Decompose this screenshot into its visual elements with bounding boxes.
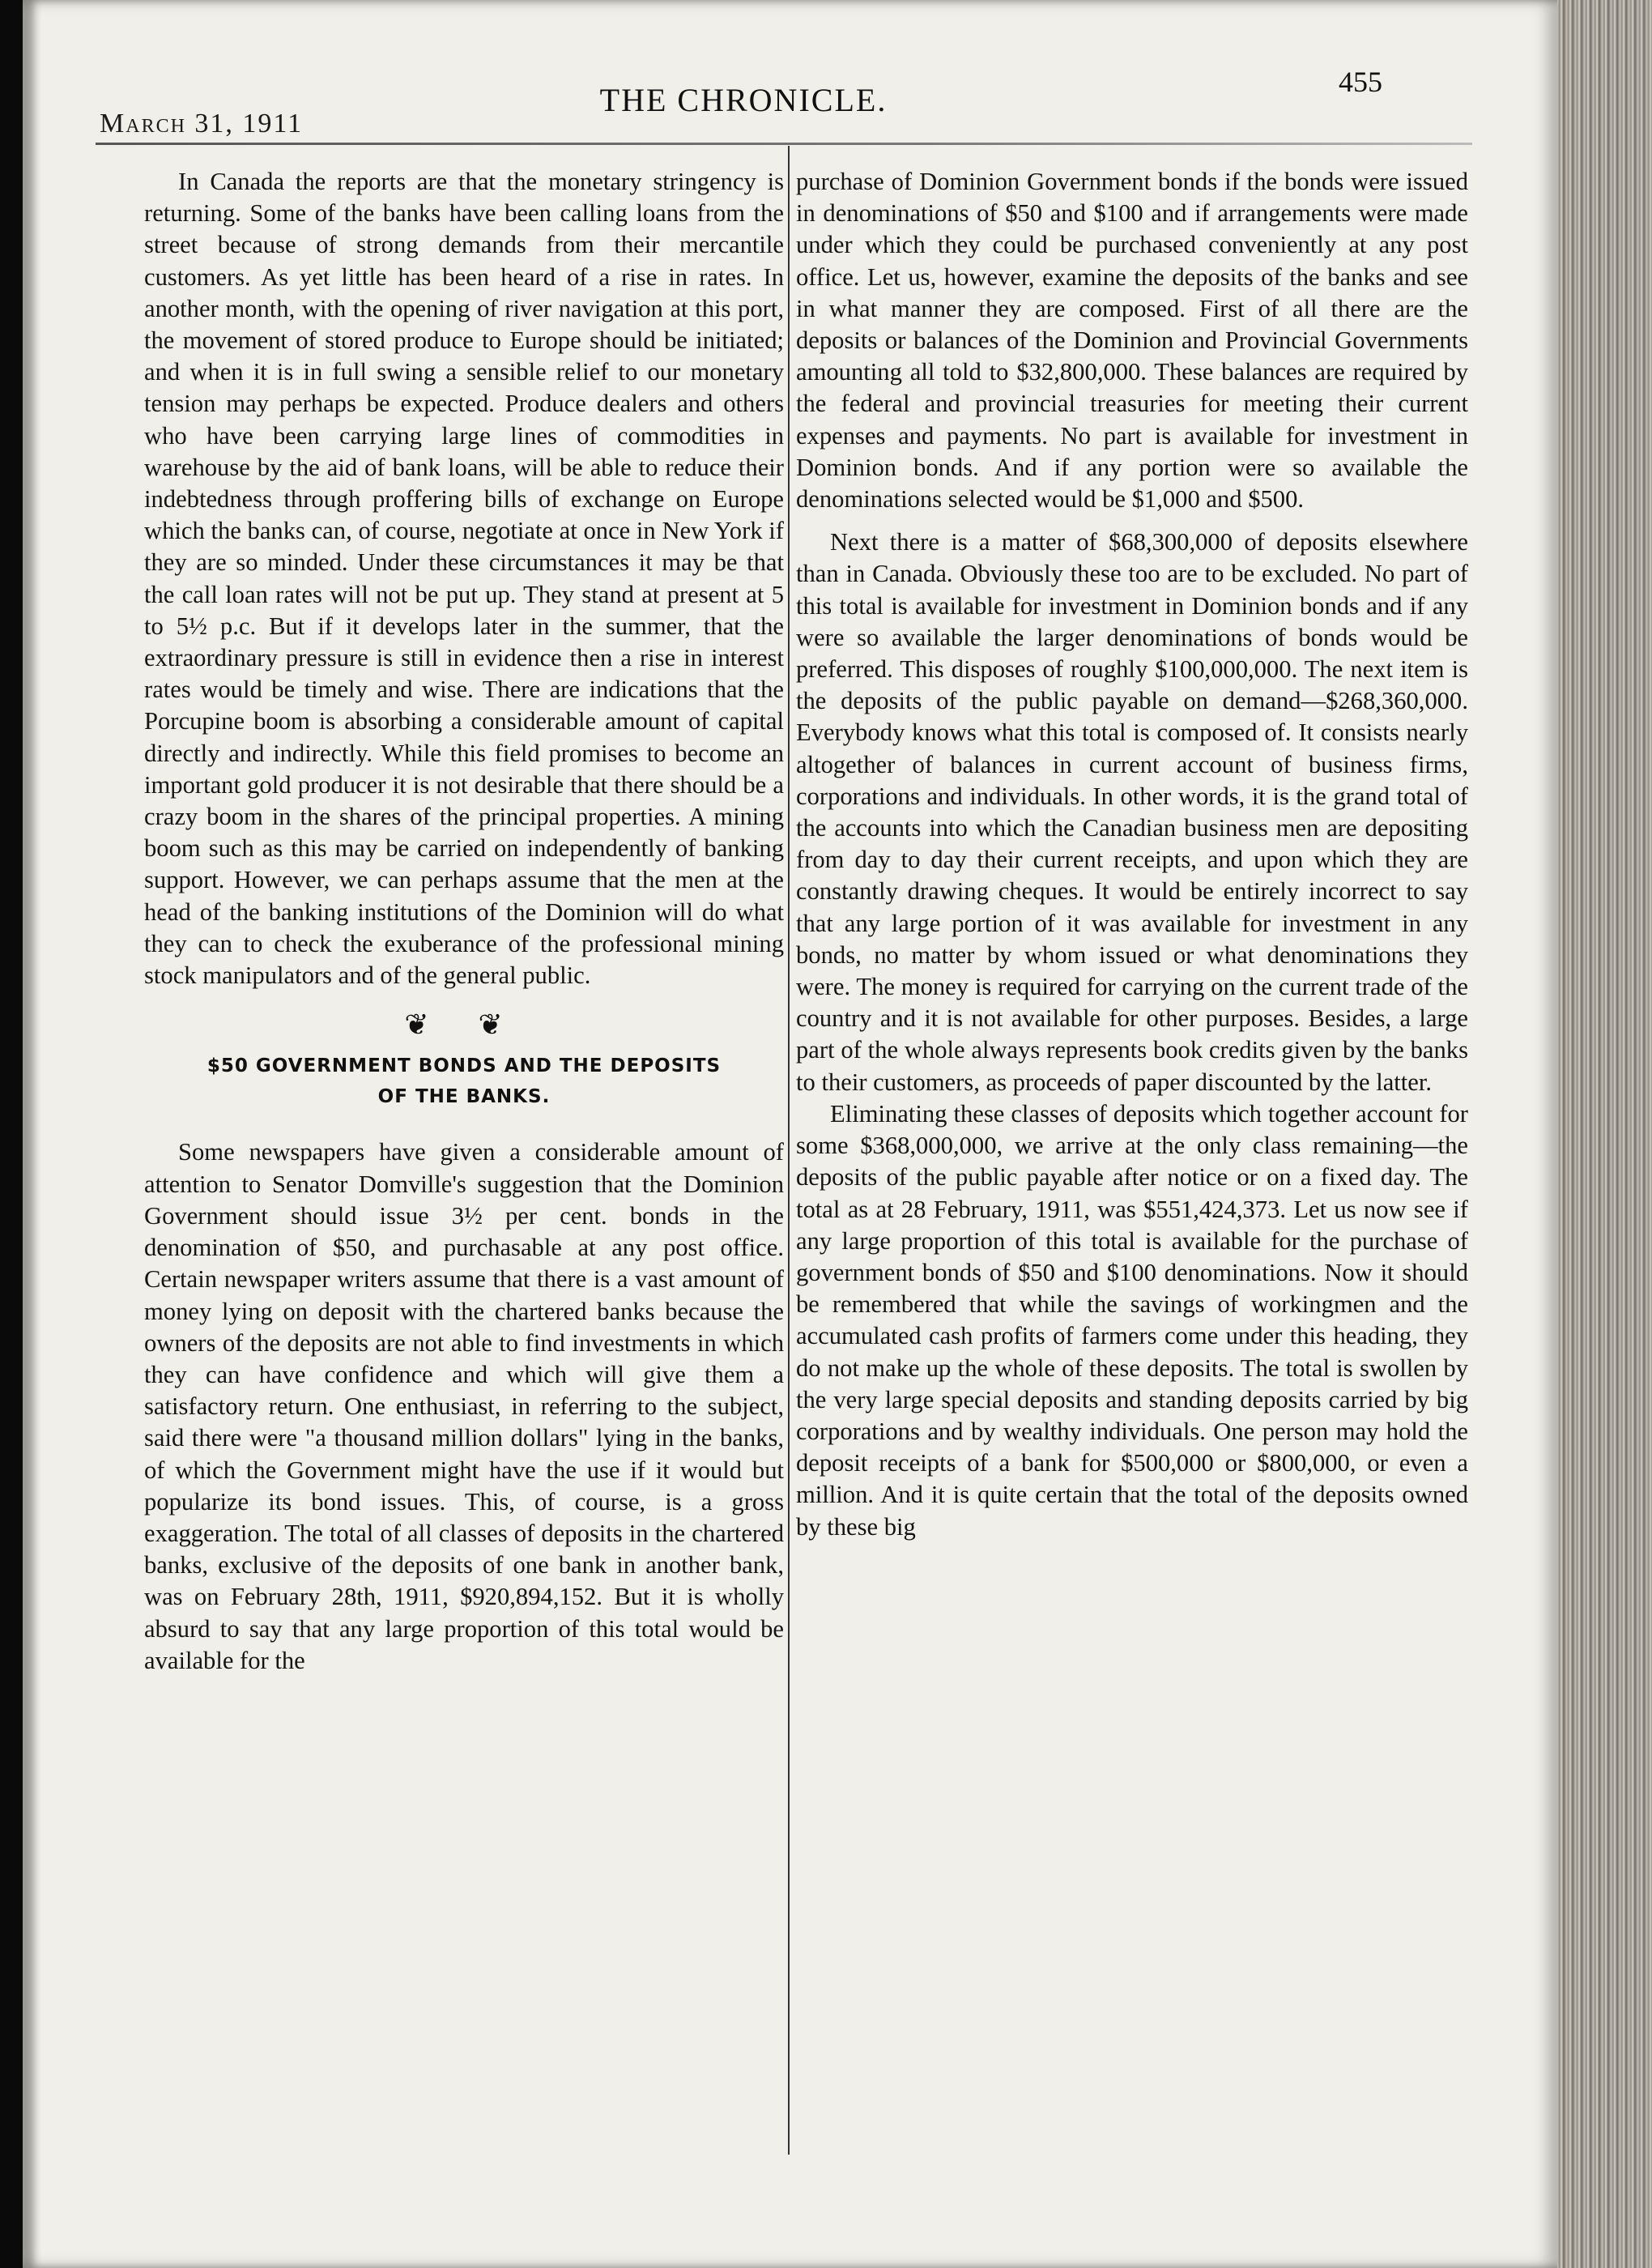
issue-date: March 31, 1911 [100,109,304,139]
article-heading [144,1051,784,1112]
page-header [23,57,1448,146]
section-ornament: ❦ ❦ [404,1008,524,1042]
publication-title: THE CHRONICLE. [599,82,888,118]
header-rule [96,143,1472,145]
article-paragraph: purchase of Dominion Government bonds if the bonds were issued in denominations of $50 and $100 and if arrangements were made under which they could be purchased conveniently at any post office. Let us, however, examine the deposits of the banks and see in what manner they are composed. First of all there are the deposits or balances of the Dominion and Provincial Governments amounting all told to $32,800,000. These balances are required by the federal and provincial treasuries for meeting their current expenses and payments. No part is available for investment in Dominion bonds. And if any portion were so available the denominations selected would be $1,000 and $500. [796,168,1468,514]
left-column [144,166,784,1677]
article-paragraph: Some newspapers have given a considerable amount of attention to Senator Domville's suggestion that the Dominion Government should issue 3½ per cent. bonds in the denomination of $50, and purchasable at any post office. Certain newspaper writers assume that there is a vast amount of money lying on deposit with the chartered banks because the owners of the deposits are not able to find investments in which they can have confidence and which will give them a satisfactory return. One enthusiast, in referring to the subject, said there were "a thousand million dollars" lying in the banks, of which the Government might have the use if it would but popularize its bond issues. This, of course, is a gross exaggeration. The total of all classes of deposits in the chartered banks, exclusive of the deposits of one bank in another bank, was on February 28th, 1911, $920,894,152. But it is wholly absurd to say that any large proportion of this total would be available for the [144,1138,784,1674]
article-heading-line: OF THE BANKS. [377,1086,551,1108]
column-divider [788,146,790,2155]
book-page-edges [1557,0,1652,2268]
page-number: 455 [1339,66,1382,98]
newspaper-page [23,0,1557,2268]
article-paragraph: Next there is a matter of $68,300,000 of deposits elsewhere than in Canada. Obviously these too are to be excluded. No part of this total is available for investment in Dominion bonds and if any were so available the larger denominations of bonds would be preferred. This disposes of roughly $100,000,000. The next item is the deposits of the public payable on demand—$268,360,000. Everybody knows what this total is composed of. It consists nearly altogether of balances in current account of business firms, corporations and individuals. In other words, it is the grand total of the accounts into which the Canadian business men are depositing from day to day their current receipts, and upon which they are constantly drawing cheques. It would be entirely incorrect to say that any large portion of it was available for investment in any bonds, no matter by whom issued or what denominations they were. The money is required for carrying on the current trade of the country and it is not available for other purposes. Besides, a large part of the whole always represents book credits given by the banks to their customers, as proceeds of paper discounted by the latter. [796,528,1468,1096]
article-paragraph: Eliminating these classes of deposits which together account for some $368,000,000, we arrive at the only class remaining—the deposits of the public payable after notice or on a fixed day. The total as at 28 February, 1911, was $551,424,373. Let us now see if any large proportion of this total is available for the purchase of government bonds of $50 and $100 denominations. Now it should be remembered that while the savings of workingmen and the accumulated cash profits of farmers come under this heading, they do not make up the whole of these deposits. The total is swollen by the very large special deposits and standing deposits carried by big corporations and by wealthy individuals. One person may hold the deposit receipts of a bank for $500,000 or $800,000, or even a million. And it is quite certain that the total of the deposits owned by these big [796,1099,1468,1541]
right-column [796,166,1468,1543]
article-heading-line: $50 GOVERNMENT BONDS AND THE DEPOSITS [206,1055,722,1077]
article-paragraph: In Canada the reports are that the monetary stringency is returning. Some of the banks have been calling loans from the street because of strong demands from their mercantile customers. As yet little has been heard of a rise in rates. In another month, with the opening of river navigation at this port, the movement of stored produce to Europe should be initiated; and when it is in full swing a sensible relief to our monetary tension may perhaps be expected. Produce dealers and others who have been carrying large lines of commodities in warehouse by the aid of bank loans, will be able to reduce their indebtedness through proffering bills of exchange on Europe which the banks can, of course, negotiate at once in New York if they are so minded. Under these circumstances it may be that the call loan rates will not be put up. They stand at present at 5 to 5½ p.c. But if it develops later in the summer, that the extraordinary pressure is still in evidence then a rise in interest rates would be timely and wise. There are indications that the Porcupine boom is absorbing a considerable amount of capital directly and indirectly. While this field promises to become an important gold producer it is not desirable that there should be a crazy boom in the shares of the principal properties. A mining boom such as this may be carried on independently of banking support. However, we can perhaps assume that the men at the head of the banking institutions of the Dominion will do what they can to check the exuberance of the professional mining stock manipulators and of the general public. [144,168,784,990]
